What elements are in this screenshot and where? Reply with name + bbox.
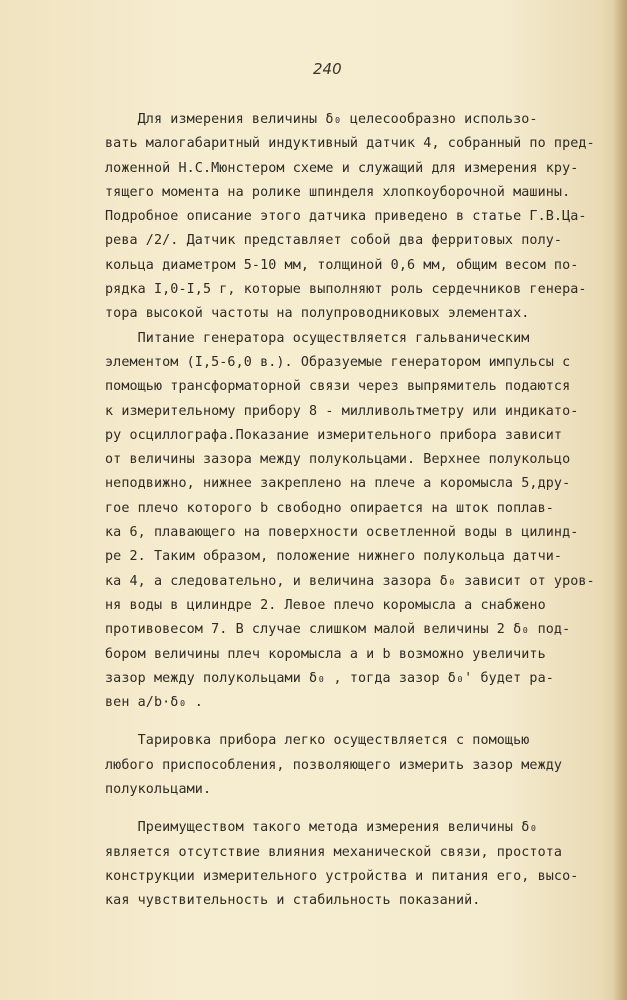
text-line: кая чувствительность и стабильность показаний. [105, 893, 481, 909]
text-line: противовесом 7. В случае слишком малой величины 2 δ₀ под- [105, 622, 571, 638]
text-line: Тарировка прибора легко осуществляется с помощью [105, 733, 530, 749]
text-line: элементом (I,5-6,0 в.). Образуемые генератором импульсы с [105, 354, 571, 370]
page-edge-shadow [613, 0, 627, 1000]
paragraph-4 [105, 816, 615, 913]
body-text [105, 108, 615, 914]
text-line: полукольцами. [105, 782, 212, 798]
text-line: Для измерения величины δ₀ целесообразно использо- [105, 112, 538, 127]
text-line: кольца диаметром 5-10 мм, толщиной 0,6 мм, общим весом по- [105, 257, 579, 273]
text-line: ня воды в цилиндре 2. Левое плечо коромысла a снабжено [105, 597, 546, 613]
text-line: ка 6, плавающего на поверхности осветленной воды в цилинд- [105, 525, 579, 541]
text-line: к измерительному прибору 8 - милливольтметру или индикато- [105, 403, 579, 419]
text-line: вен a/b·δ₀ . [105, 695, 203, 711]
text-line: бором величины плеч коромысла a и b возможно увеличить [105, 646, 546, 662]
text-line: рядка I,0-I,5 г, которые выполняют роль сердечников генера- [105, 282, 587, 298]
text-line: любого приспособления, позволяющего измерить зазор между [105, 757, 563, 773]
text-line: зазор между полукольцами δ₀ , тогда зазор δ₀' будет ра- [105, 670, 554, 686]
page-number: 240 [313, 60, 342, 78]
text-line: Питание генератора осуществляется гальваническим [105, 330, 530, 346]
paragraph-3 [105, 729, 615, 802]
paragraph-gap [105, 802, 615, 816]
text-line: рева /2/. Датчик представляет собой два ферритовых полу- [105, 233, 563, 249]
text-line: является отсутствие влияния механической связи, простота [105, 844, 563, 860]
text-line: от величины зазора между полукольцами. Верхнее полукольцо [105, 452, 571, 468]
paragraph-1 [105, 108, 615, 327]
text-line: тящего момента на ролике шпинделя хлопкоуборочной машины. [105, 184, 571, 200]
text-line: ка 4, а следовательно, и величина зазора δ₀ зависит от уров- [105, 573, 595, 589]
text-line: ру осциллографа.Показание измерительного прибора зависит [105, 427, 563, 443]
text-line: ре 2. Таким образом, положение нижнего полукольца датчи- [105, 549, 563, 565]
text-line: ложенной Н.С.Мюнстером схеме и служащий для измерения кру- [105, 160, 579, 176]
text-line: гое плечо которого b свободно опирается на шток поплав- [105, 500, 554, 516]
text-line: вать малогабаритный индуктивный датчик 4, собранный по пред- [105, 136, 595, 152]
paragraph-gap [105, 715, 615, 729]
text-line: помощью трансформаторной связи через выпрямитель подаются [105, 379, 571, 395]
text-line: конструкции измерительного устройства и питания его, высо- [105, 868, 579, 884]
paragraph-2 [105, 327, 615, 716]
text-line: тора высокой частоты на полупроводниковых элементах. [105, 306, 530, 322]
text-line: Подробное описание этого датчика приведено в статье Г.В.Ца- [105, 209, 587, 225]
text-line: неподвижно, нижнее закреплено на плече a коромысла 5,дру- [105, 476, 571, 492]
text-line: Преимуществом такого метода измерения величины δ₀ [105, 820, 538, 836]
